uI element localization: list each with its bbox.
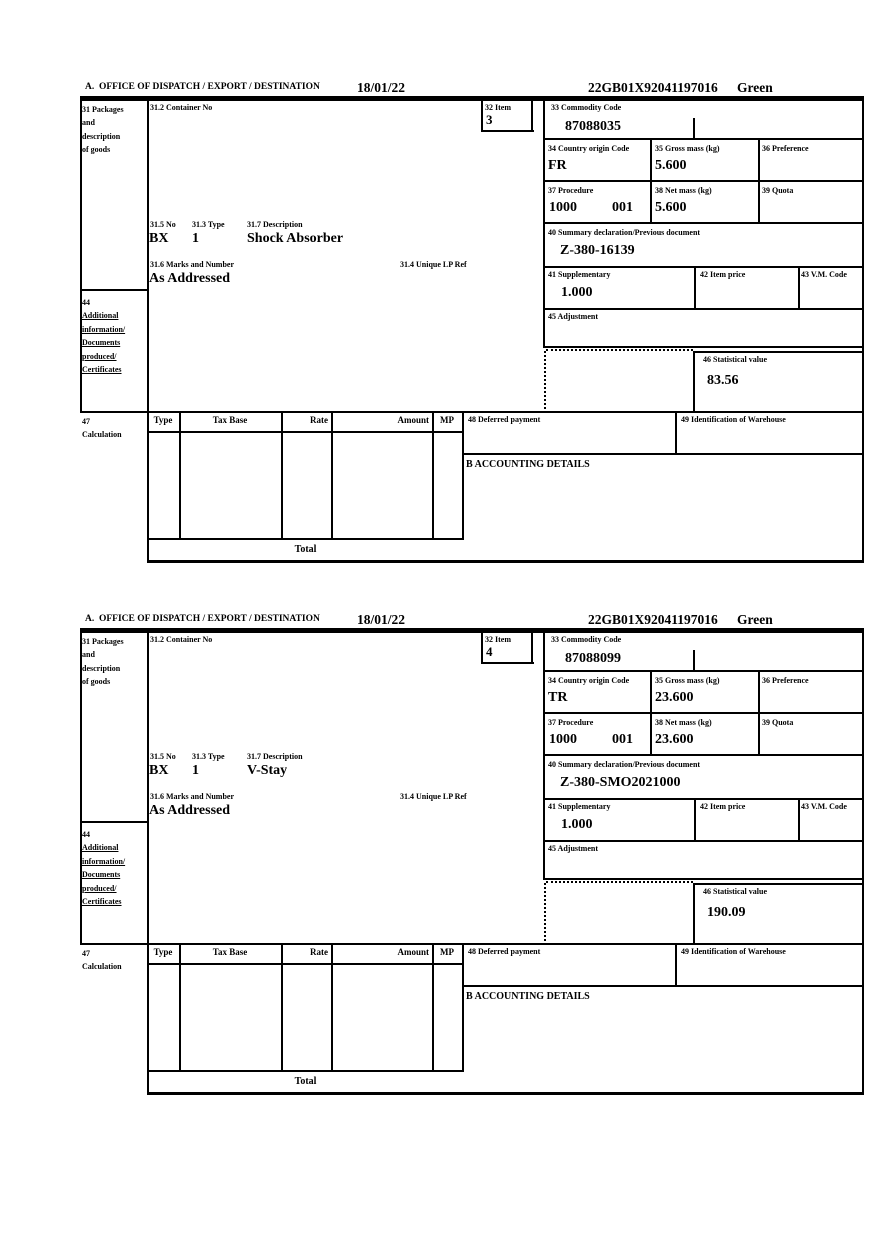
tax-column-amount: Amount: [397, 415, 429, 425]
divider: [675, 943, 677, 987]
box46-label: 46 Statistical value: [703, 355, 767, 364]
divider: [179, 411, 181, 538]
divider: [650, 138, 652, 224]
net-mass: 23.600: [655, 732, 694, 747]
box49-label: 49 Identification of Warehouse: [681, 947, 786, 956]
routing-status: Green: [737, 80, 773, 95]
box40-label: 40 Summary declaration/Previous document: [548, 228, 701, 237]
package-type: 1: [192, 231, 199, 246]
divider: [758, 670, 760, 756]
previous-document: Z-380-16139: [560, 243, 635, 258]
total-label: Total: [294, 1076, 317, 1087]
box40-label: 40 Summary declaration/Previous document: [548, 760, 701, 769]
divider: [798, 266, 800, 310]
divider: [543, 138, 864, 140]
tax-column-mp: MP: [440, 415, 454, 425]
divider: [147, 538, 464, 540]
divider: [147, 1092, 864, 1095]
divider: [147, 631, 149, 1092]
tax-column-type: Type: [153, 415, 173, 425]
divider: [543, 798, 864, 800]
package-count: BX: [149, 763, 169, 778]
procedure-code-2: 001: [612, 200, 633, 215]
divider: [481, 130, 534, 132]
divider: [462, 411, 464, 538]
box42-label: 42 Item price: [700, 270, 746, 279]
box45-label: 45 Adjustment: [548, 844, 599, 853]
office-of-dispatch-label: A. OFFICE OF DISPATCH / EXPORT / DESTINATION: [85, 614, 320, 624]
box49-label: 49 Identification of Warehouse: [681, 415, 786, 424]
accounting-details-label: B ACCOUNTING DETAILS: [466, 459, 590, 470]
gross-mass: 23.600: [655, 690, 694, 705]
divider: [543, 266, 864, 268]
divider: [80, 411, 864, 413]
procedure-code: 1000: [549, 732, 577, 747]
tax-column-type: Type: [153, 947, 173, 957]
box32-label: 32 Item: [485, 103, 511, 112]
tax-column-amount: Amount: [397, 947, 429, 957]
divider: [543, 754, 864, 756]
box38-label: 38 Net mass (kg): [655, 718, 712, 727]
divider: [543, 840, 864, 842]
box31-3-label: 31.3 Type: [192, 752, 225, 761]
box34-label: 34 Country origin Code: [548, 676, 630, 685]
gross-mass: 5.600: [655, 158, 687, 173]
box35-label: 35 Gross mass (kg): [655, 144, 720, 153]
country-origin-code: FR: [548, 158, 567, 173]
divider: [80, 99, 864, 101]
box37-label: 37 Procedure: [548, 186, 594, 195]
box31-7-label: 31.7 Description: [247, 220, 303, 229]
box44-label: 44 Additional information/ Documents produced/ Certificates: [82, 830, 126, 907]
divider: [543, 631, 545, 878]
divider: [543, 222, 864, 224]
box33-label: 33 Commodity Code: [551, 103, 622, 112]
box45-label: 45 Adjustment: [548, 312, 599, 321]
box36-label: 36 Preference: [762, 144, 809, 153]
box31-6-label: 31.6 Marks and Number: [150, 792, 235, 801]
divider: [462, 943, 464, 1070]
divider: [179, 943, 181, 1070]
box32-label: 32 Item: [485, 635, 511, 644]
divider: [675, 411, 677, 455]
box46-label: 46 Statistical value: [703, 887, 767, 896]
box43-label: 43 V.M. Code: [801, 802, 847, 811]
divider: [862, 631, 864, 1092]
box31-6-label: 31.6 Marks and Number: [150, 260, 235, 269]
box31-4-label: 31.4 Unique LP Ref: [400, 260, 467, 269]
divider: [798, 798, 800, 842]
box34-label: 34 Country origin Code: [548, 144, 630, 153]
office-of-dispatch-label: A. OFFICE OF DISPATCH / EXPORT / DESTINATION: [85, 82, 320, 92]
box48-label: 48 Deferred payment: [468, 415, 541, 424]
dotted-divider: [546, 881, 693, 883]
movement-reference-number: 22GB01X92041197016: [588, 80, 718, 95]
supplementary-units: 1.000: [561, 817, 593, 832]
divider: [531, 99, 533, 132]
tax-column-rate: Rate: [310, 415, 328, 425]
box47-label: 47 Calculation: [82, 417, 122, 440]
divider: [432, 411, 434, 538]
item-number: 4: [486, 644, 493, 659]
tax-column-tax-base: Tax Base: [212, 415, 248, 425]
dotted-divider: [544, 346, 546, 413]
box36-label: 36 Preference: [762, 676, 809, 685]
box42-label: 42 Item price: [700, 802, 746, 811]
divider: [543, 180, 864, 182]
box38-label: 38 Net mass (kg): [655, 186, 712, 195]
divider: [80, 289, 149, 291]
statistical-value: 83.56: [707, 373, 739, 388]
divider: [650, 670, 652, 756]
divider: [462, 453, 864, 455]
tax-column-rate: Rate: [310, 947, 328, 957]
divider: [80, 821, 149, 823]
box31-2-label: 31.2 Container No: [150, 103, 213, 112]
box31-label: 31 Packages and description of goods: [82, 637, 124, 687]
box31-2-label: 31.2 Container No: [150, 635, 213, 644]
divider: [694, 266, 696, 310]
supplementary-units: 1.000: [561, 285, 593, 300]
marks-and-numbers: As Addressed: [149, 271, 231, 286]
box31-7-label: 31.7 Description: [247, 752, 303, 761]
box41-label: 41 Supplementary: [548, 270, 611, 279]
divider: [543, 346, 864, 348]
statistical-value: 190.09: [707, 905, 746, 920]
accounting-details-label: B ACCOUNTING DETAILS: [466, 991, 590, 1002]
previous-document: Z-380-SMO2021000: [560, 775, 681, 790]
procedure-code-2: 001: [612, 732, 633, 747]
divider: [281, 411, 283, 538]
divider: [281, 943, 283, 1070]
country-origin-code: TR: [548, 690, 568, 705]
package-count: BX: [149, 231, 169, 246]
divider: [147, 963, 464, 965]
dispatch-date: 18/01/22: [357, 80, 406, 95]
marks-and-numbers: As Addressed: [149, 803, 231, 818]
box44-label: 44 Additional information/ Documents produced/ Certificates: [82, 298, 126, 375]
goods-description: Shock Absorber: [247, 231, 344, 246]
box31-label: 31 Packages and description of goods: [82, 105, 124, 155]
divider: [481, 99, 483, 132]
divider: [758, 138, 760, 224]
divider: [693, 351, 864, 353]
divider: [693, 351, 695, 411]
box43-label: 43 V.M. Code: [801, 270, 847, 279]
box41-label: 41 Supplementary: [548, 802, 611, 811]
total-label: Total: [294, 544, 317, 555]
dotted-divider: [544, 878, 546, 945]
divider: [432, 943, 434, 1070]
divider: [543, 712, 864, 714]
commodity-code-subdivision-tick: [693, 650, 695, 672]
net-mass: 5.600: [655, 200, 687, 215]
procedure-code: 1000: [549, 200, 577, 215]
package-type: 1: [192, 763, 199, 778]
dotted-divider: [546, 349, 693, 351]
commodity-code-subdivision-tick: [693, 118, 695, 140]
divider: [543, 308, 864, 310]
routing-status: Green: [737, 612, 773, 627]
box48-label: 48 Deferred payment: [468, 947, 541, 956]
tax-column-tax-base: Tax Base: [212, 947, 248, 957]
divider: [147, 99, 149, 560]
divider: [693, 883, 695, 943]
box31-5-label: 31.5 No: [150, 220, 176, 229]
divider: [693, 883, 864, 885]
divider: [543, 99, 545, 346]
box39-label: 39 Quota: [762, 718, 794, 727]
dispatch-date: 18/01/22: [357, 612, 406, 627]
goods-description: V-Stay: [247, 763, 288, 778]
divider: [80, 631, 864, 633]
item-number: 3: [486, 112, 493, 127]
divider: [462, 985, 864, 987]
declaration-item-section: [80, 612, 864, 1098]
divider: [543, 670, 864, 672]
divider: [147, 431, 464, 433]
tax-column-mp: MP: [440, 947, 454, 957]
divider: [531, 631, 533, 664]
box37-label: 37 Procedure: [548, 718, 594, 727]
box31-3-label: 31.3 Type: [192, 220, 225, 229]
box35-label: 35 Gross mass (kg): [655, 676, 720, 685]
box31-5-label: 31.5 No: [150, 752, 176, 761]
movement-reference-number: 22GB01X92041197016: [588, 612, 718, 627]
divider: [147, 560, 864, 563]
box47-label: 47 Calculation: [82, 949, 122, 972]
divider: [543, 878, 864, 880]
divider: [481, 631, 483, 664]
box33-label: 33 Commodity Code: [551, 635, 622, 644]
divider: [862, 99, 864, 560]
declaration-item-section: [80, 80, 864, 566]
commodity-code: 87088099: [565, 651, 621, 666]
divider: [80, 943, 864, 945]
divider: [481, 662, 534, 664]
box31-4-label: 31.4 Unique LP Ref: [400, 792, 467, 801]
divider: [147, 1070, 464, 1072]
divider: [694, 798, 696, 842]
box39-label: 39 Quota: [762, 186, 794, 195]
divider: [331, 411, 333, 538]
divider: [331, 943, 333, 1070]
commodity-code: 87088035: [565, 119, 621, 134]
